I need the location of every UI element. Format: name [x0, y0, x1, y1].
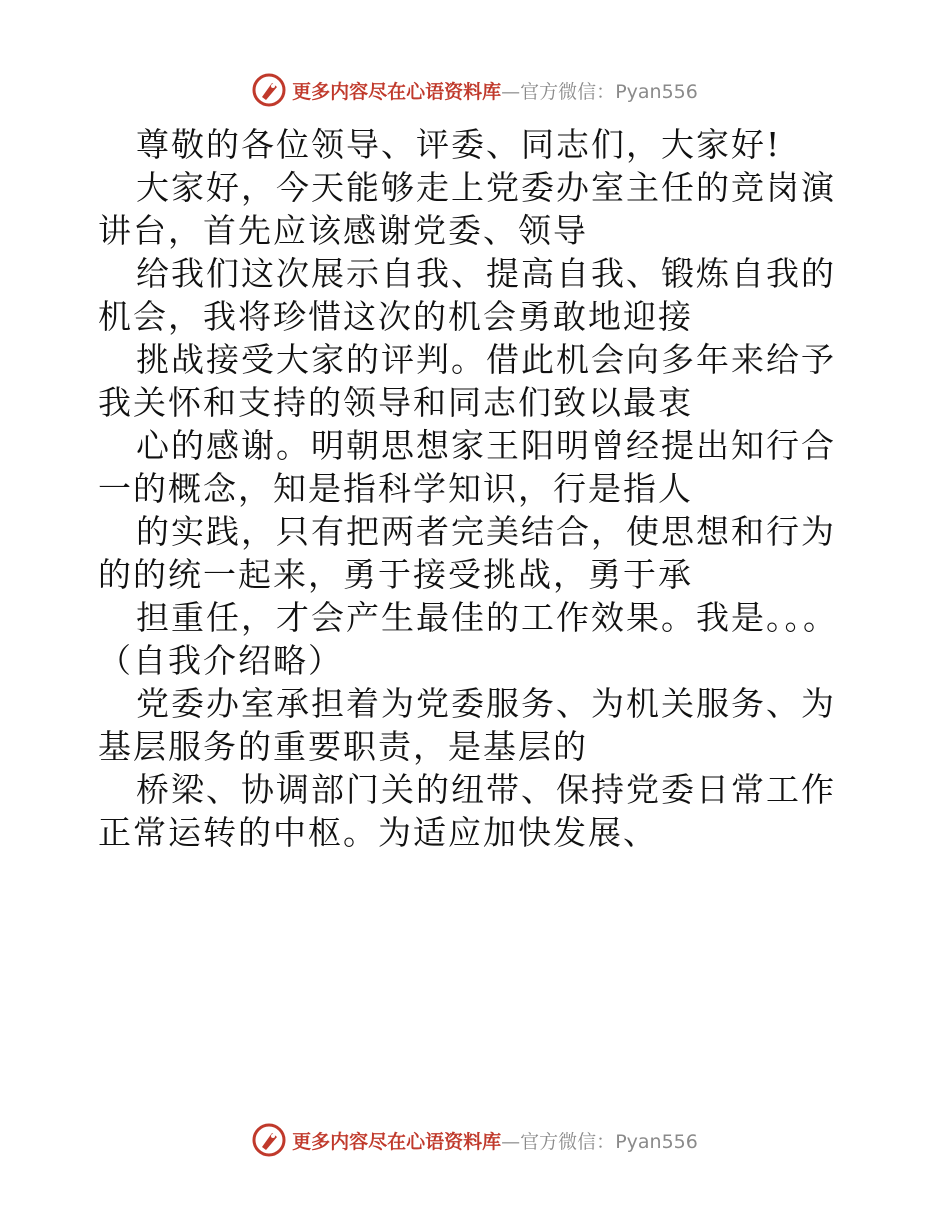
footer-banner-text [292, 1127, 698, 1154]
paragraph: 给我们这次展示自我、提高自我、锻炼自我的机会，我将珍惜这次的机会勇敢地迎接 [98, 254, 836, 336]
paragraph: 挑战接受大家的评判。借此机会向多年来给予我关怀和支持的领导和同志们致以最衷 [98, 340, 836, 422]
paragraph: 担重任，才会产生最佳的工作效果。我是。。。（自我介绍略） [98, 598, 838, 680]
paragraph: 党委办室承担着为党委服务、为机关服务、为基层服务的重要职责，是基层的 [98, 684, 836, 766]
footer-banner-highlight: 更多内容尽在心语资料库 [292, 1130, 502, 1153]
header-banner-text [292, 77, 698, 104]
header-banner [0, 70, 950, 110]
paragraph: 大家好，今天能够走上党委办室主任的竞岗演讲台，首先应该感谢党委、领导 [98, 168, 836, 250]
footer-banner [0, 1120, 950, 1160]
footer-banner-dash: — [501, 1130, 521, 1153]
footer-banner-label: 官方微信： [520, 1130, 616, 1153]
pen-nib-logo-icon [252, 73, 286, 107]
paragraph: 的实践，只有把两者完美结合，使思想和行为的的统一起来，勇于接受挑战，勇于承 [98, 512, 836, 594]
header-banner-label: 官方微信： [520, 80, 616, 103]
pen-nib-logo-icon [252, 1123, 286, 1157]
paragraph: 桥梁、协调部门关的纽带、保持党委日常工作正常运转的中枢。为适应加快发展、 [98, 770, 836, 852]
footer-banner-wechat-id: Pyan556 [615, 1130, 698, 1153]
paragraph-greeting: 尊敬的各位领导、评委、同志们，大家好! [136, 125, 782, 164]
header-banner-dash: — [501, 80, 521, 103]
document-body [98, 123, 858, 854]
header-banner-wechat-id: Pyan556 [615, 80, 698, 103]
paragraph: 心的感谢。明朝思想家王阳明曾经提出知行合一的概念，知是指科学知识，行是指人 [98, 426, 836, 508]
header-banner-highlight: 更多内容尽在心语资料库 [292, 80, 502, 103]
